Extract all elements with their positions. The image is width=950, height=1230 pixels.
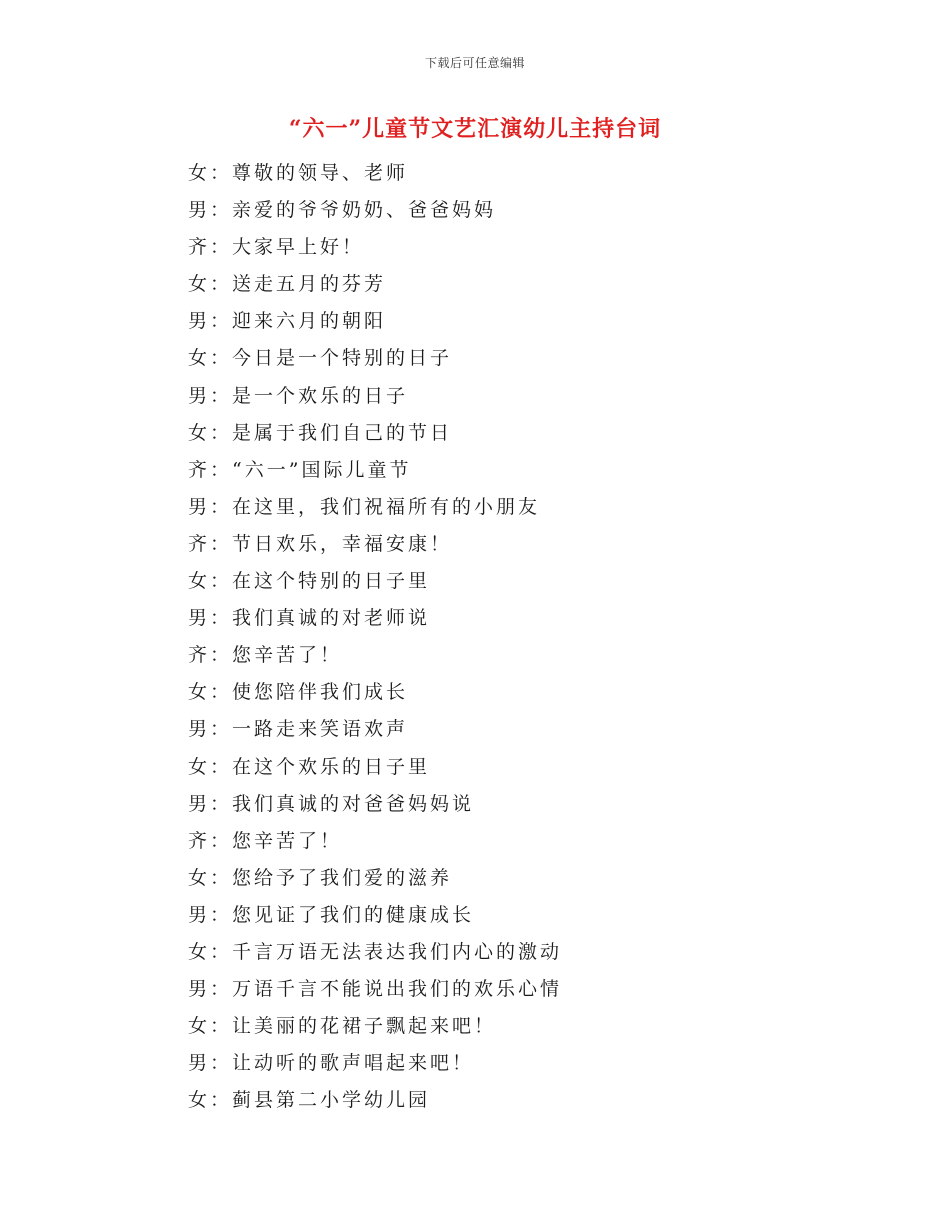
speaker-label: 女	[188, 162, 211, 184]
script-line	[188, 786, 562, 823]
line-text: 大家早上好！	[232, 236, 365, 259]
line-text: 送走五月的芬芳	[232, 273, 387, 296]
speaker-label: 男	[188, 199, 211, 222]
speaker-label: 女	[188, 421, 211, 444]
speaker-separator: ：	[210, 978, 233, 1001]
speaker-separator: ：	[210, 607, 233, 630]
line-text: 让动听的歌声唱起来吧！	[232, 1052, 475, 1075]
line-text: “六一”国际儿童节	[232, 458, 412, 481]
speaker-separator: ：	[210, 532, 233, 555]
script-line	[188, 192, 562, 229]
speaker-label: 女	[188, 755, 211, 778]
speaker-separator: ：	[210, 1089, 233, 1112]
speaker-separator: ：	[210, 1052, 233, 1075]
speaker-separator: ：	[210, 903, 233, 926]
line-text: 我们真诚的对爸爸妈妈说	[232, 792, 475, 815]
speaker-label: 女	[188, 866, 211, 889]
speaker-separator: ：	[210, 940, 233, 963]
line-text: 您辛苦了！	[232, 829, 343, 852]
speaker-label: 女	[188, 681, 211, 704]
speaker-separator: ：	[210, 199, 233, 222]
line-text: 您给予了我们爱的滋养	[232, 866, 453, 889]
line-text: 蓟县第二小学幼儿园	[232, 1089, 431, 1112]
speaker-label: 齐	[188, 532, 211, 555]
script-line	[188, 600, 562, 637]
script-line	[188, 526, 562, 563]
line-text: 您见证了我们的健康成长	[232, 903, 475, 926]
speaker-label: 女	[188, 1015, 211, 1038]
script-line	[188, 563, 562, 600]
line-text: 亲爱的爷爷奶奶、爸爸妈妈	[232, 199, 497, 222]
script-line	[188, 452, 562, 489]
speaker-label: 女	[188, 347, 211, 370]
speaker-separator: ：	[210, 718, 233, 741]
speaker-separator: ：	[210, 495, 233, 518]
speaker-label: 齐	[188, 236, 211, 259]
speaker-separator: ：	[210, 236, 233, 259]
line-text: 在这里，我们祝福所有的小朋友	[232, 495, 541, 518]
speaker-label: 男	[188, 792, 211, 815]
speaker-label: 男	[188, 607, 211, 630]
script-line	[188, 674, 562, 711]
script-line	[188, 637, 562, 674]
speaker-label: 女	[188, 273, 211, 296]
speaker-label: 男	[188, 310, 211, 333]
speaker-label: 男	[188, 1052, 211, 1075]
speaker-separator: ：	[210, 792, 233, 815]
speaker-separator: ：	[210, 755, 233, 778]
speaker-separator: ：	[210, 421, 233, 444]
speaker-separator: ：	[210, 644, 233, 667]
script-line	[188, 934, 562, 971]
speaker-label: 男	[188, 718, 211, 741]
script-line	[188, 378, 562, 415]
speaker-label: 齐	[188, 458, 211, 481]
line-text: 是一个欢乐的日子	[232, 384, 409, 407]
script-line	[188, 340, 562, 377]
line-text: 在这个欢乐的日子里	[232, 755, 431, 778]
header-note: 下载后可任意编辑	[424, 56, 525, 70]
speaker-separator: ：	[210, 310, 233, 333]
script-line	[188, 415, 562, 452]
speaker-separator: ：	[210, 458, 233, 481]
line-text: 一路走来笑语欢声	[232, 718, 409, 741]
script-line	[188, 823, 562, 860]
speaker-label: 女	[188, 1089, 211, 1112]
line-text: 今日是一个特别的日子	[232, 347, 453, 370]
script-line	[188, 303, 562, 340]
speaker-separator: ：	[210, 384, 233, 407]
speaker-label: 女	[188, 940, 211, 963]
script-line	[188, 1045, 562, 1082]
speaker-label: 齐	[188, 644, 211, 667]
script-line	[188, 749, 562, 786]
script-lines	[188, 155, 562, 1119]
script-line	[188, 266, 562, 303]
script-line	[188, 897, 562, 934]
line-text: 您辛苦了！	[232, 644, 343, 667]
speaker-separator: ：	[210, 681, 233, 704]
speaker-separator: ：	[210, 1015, 233, 1038]
script-line	[188, 155, 562, 192]
line-text: 节日欢乐，幸福安康！	[232, 532, 453, 555]
line-text: 是属于我们自己的节日	[232, 421, 453, 444]
line-text: 迎来六月的朝阳	[232, 310, 387, 333]
speaker-label: 男	[188, 495, 211, 518]
script-line	[188, 860, 562, 897]
speaker-separator: ：	[210, 162, 233, 184]
speaker-separator: ：	[210, 570, 233, 593]
speaker-label: 男	[188, 384, 211, 407]
speaker-label: 女	[188, 570, 211, 593]
line-text: 千言万语无法表达我们内心的激动	[232, 940, 563, 963]
script-line	[188, 971, 562, 1008]
line-text: 让美丽的花裙子飘起来吧！	[232, 1015, 497, 1038]
line-text: 我们真诚的对老师说	[232, 607, 431, 630]
document-title: “六一”儿童节文艺汇演幼儿主持台词	[288, 116, 662, 142]
line-text: 使您陪伴我们成长	[232, 681, 409, 704]
line-text: 在这个特别的日子里	[232, 570, 431, 593]
script-line	[188, 711, 562, 748]
speaker-separator: ：	[210, 347, 233, 370]
script-line	[188, 489, 562, 526]
speaker-separator: ：	[210, 829, 233, 852]
line-text: 尊敬的领导、老师	[232, 162, 409, 184]
speaker-label: 男	[188, 978, 211, 1001]
line-text: 万语千言不能说出我们的欢乐心情	[232, 978, 563, 1001]
speaker-label: 男	[188, 903, 211, 926]
speaker-separator: ：	[210, 866, 233, 889]
speaker-separator: ：	[210, 273, 233, 296]
speaker-label: 齐	[188, 829, 211, 852]
script-line	[188, 229, 562, 266]
script-line	[188, 1008, 562, 1045]
script-line	[188, 1082, 562, 1119]
